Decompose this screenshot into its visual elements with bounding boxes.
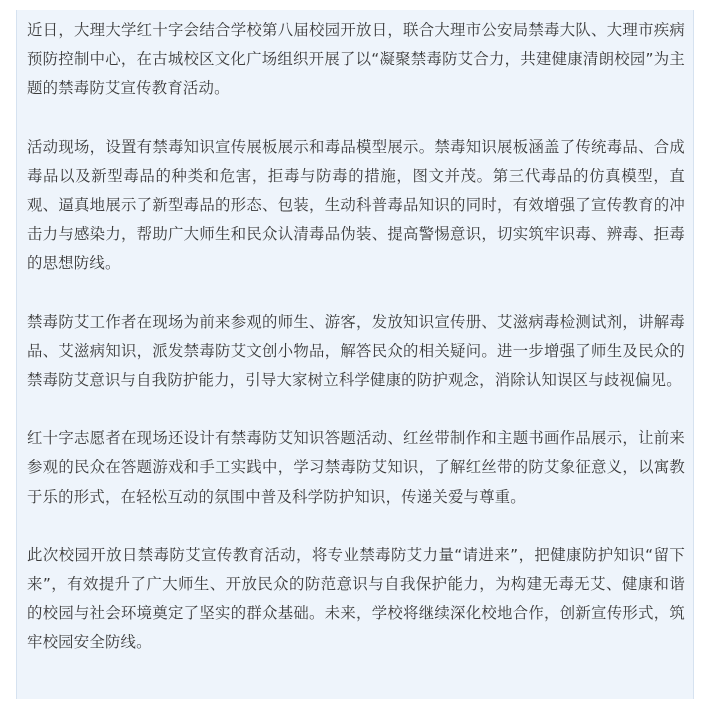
paragraph-outreach: 禁毒防艾工作者在现场为前来参观的师生、游客，发放知识宣传册、艾滋病毒检测试剂，讲解毒品、艾滋病知识，派发禁毒防艾文创小物品，解答民众的相关疑问。进一步增强了师生及民众的禁毒防艾意识与自我防护能力，引导大家树立科学健康的防护观念，消除认知误区与歧视偏见。 [27,312,685,390]
article-body [16,10,694,699]
paragraph-volunteers: 红十字志愿者在现场还设计有禁毒防艾知识答题活动、红丝带制作和主题书画作品展示，让前来参观的民众在答题游戏和手工实践中，学习禁毒防艾知识，了解红丝带的防艾象征意义，以寓教于乐的形式，在轻松互动的氛围中普及科学防护知识，传递关爱与尊重。 [27,429,685,506]
paragraph-exhibition: 活动现场，设置有禁毒知识宣传展板展示和毒品模型展示。禁毒知识展板涵盖了传统毒品、合成毒品以及新型毒品的种类和危害，拒毒与防毒的措施，图文并茂。第三代毒品的仿真模型，直观、逼真地展示了新型毒品的形态、包装，生动科普毒品知识的同时，有效增强了宣传教育的冲击力与感染力，帮助广大师生和民众认清毒品伪装、提高警惕意识，切实筑牢识毒、辨毒、拒毒的思想防线。 [27,137,685,273]
paragraph-conclusion: 此次校园开放日禁毒防艾宣传教育活动，将专业禁毒防艾力量“请进来”，把健康防护知识“留下来”，有效提升了广大师生、开放民众的防范意识与自我保护能力，为构建无毒无艾、健康和谐的校园与社会环境奠定了坚实的群众基础。未来，学校将继续深化校地合作，创新宣传形式，筑牢校园安全防线。 [27,545,685,652]
paragraph-intro: 近日，大理大学红十字会结合学校第八届校园开放日，联合大理市公安局禁毒大队、大理市疾病预防控制中心，在古城校区文化广场组织开展了以“凝聚禁毒防艾合力，共建健康清朗校园”为主题的禁毒防艾宣传教育活动。 [27,21,685,98]
